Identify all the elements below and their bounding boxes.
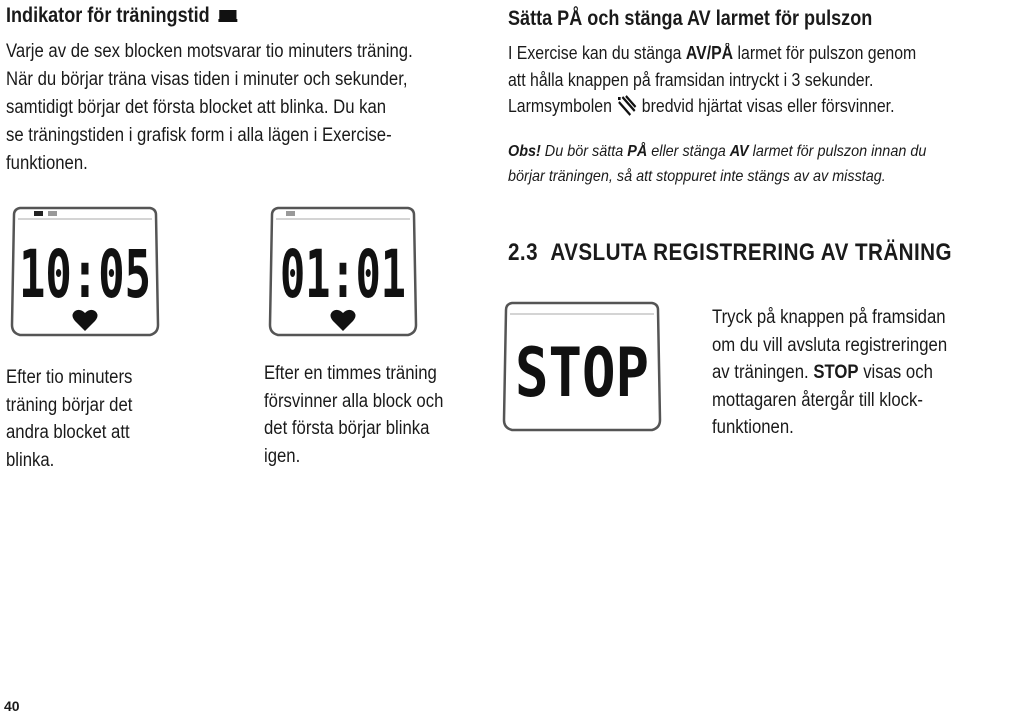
timer-block-icon xyxy=(218,7,237,23)
timer-indicator-heading: Indikator för träningstid xyxy=(6,4,275,28)
watch-display-1 xyxy=(8,205,162,347)
timer-indicator-paragraph: Varje av de sex blocken motsvarar tio minuters träning. När du börjar träna visas tiden i minuter och sekunder, samtidigt börjar det första blocket att blinka. Du kan se träningstiden i grafisk form i alla lägen i Exercise- funktionen. xyxy=(6,41,413,174)
watch-2-time: 01:01 xyxy=(280,236,406,313)
watch-display-2 xyxy=(266,205,420,347)
note-paragraph: Obs! Du bör sätta PÅ eller stänga AV larmet för pulszon innan du börjar träningen, så att stoppuret inte stängs av av misstag. xyxy=(508,143,927,185)
watch-3-stop: STOP xyxy=(515,334,649,413)
alarm-line-2: att hålla knappen på framsidan intryckt i 3 sekunder. xyxy=(508,69,874,90)
watch-display-stop xyxy=(500,300,664,440)
alarm-toggle-paragraph xyxy=(508,40,972,120)
alarm-toggle-heading: Sätta PÅ och stänga AV larmet för pulszon xyxy=(508,7,873,30)
note-label: Obs! xyxy=(508,143,541,160)
caption-stop: Tryck på knappen på framsidan om du vill avsluta registreringen av träningen. STOP visas och mottagaren återgår till klock- funktionen. xyxy=(712,307,948,438)
caption-watch-1: Efter tio minuters träning börjar det andra blocket att blinka. xyxy=(6,367,133,471)
page-number: 40 xyxy=(4,698,20,714)
watch-1-time: 10:05 xyxy=(19,236,151,313)
alarm-line-1: I Exercise kan du stänga AV/PÅ larmet för pulszon genom xyxy=(508,43,917,63)
section-title: 2.3 AVSLUTA REGISTRERING AV TRÄNING xyxy=(508,239,953,266)
caption-watch-2: Efter en timmes träning försvinner alla block och det första börjar blinka igen. xyxy=(264,363,444,467)
alarm-waves-icon xyxy=(616,94,637,116)
alarm-line-3: Larmsymbolen bredvid hjärtat visas eller försvinner. xyxy=(508,96,895,116)
